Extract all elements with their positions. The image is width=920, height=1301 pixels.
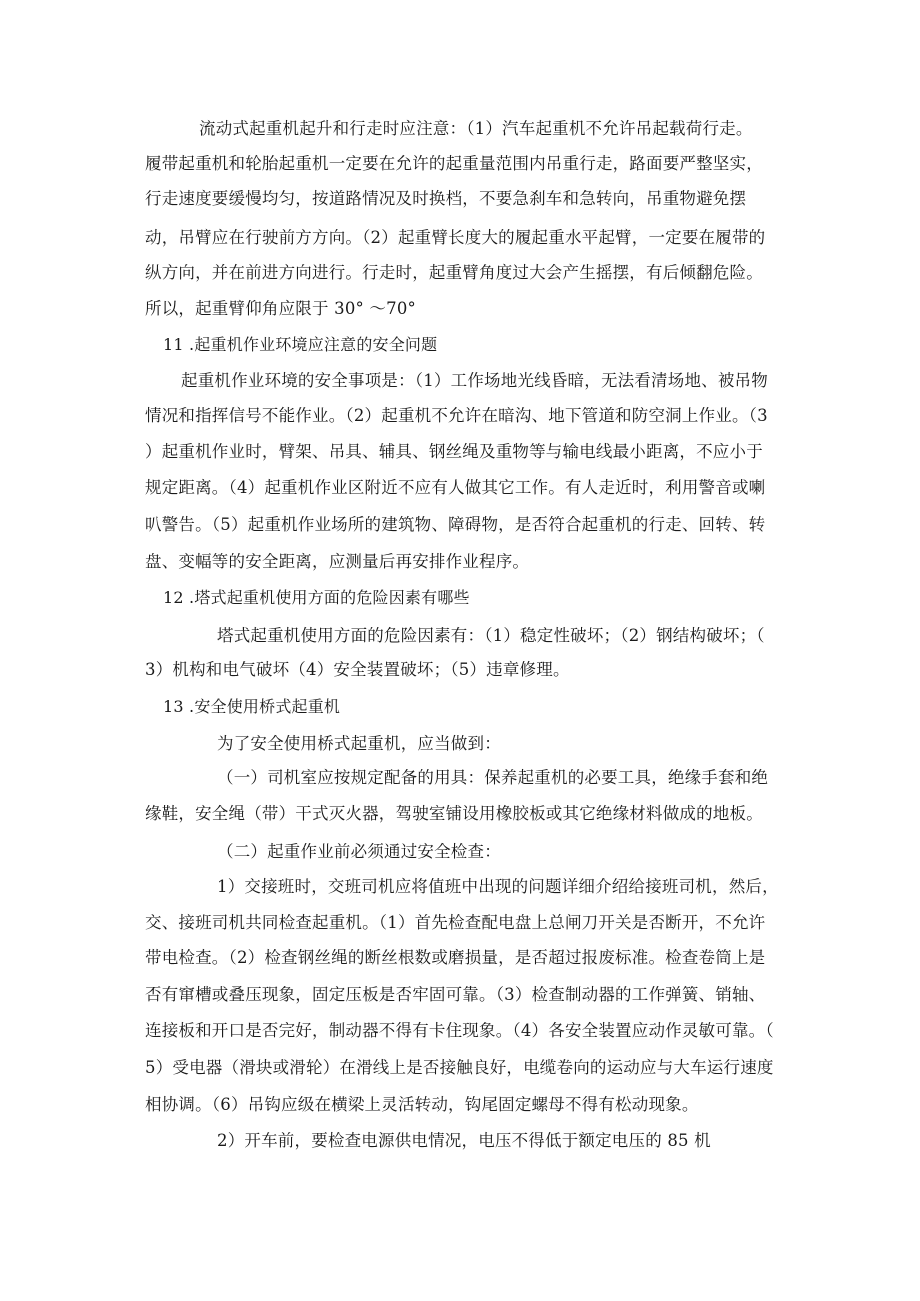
text-line: 所以，起重臂仰角应限于 30° ～70° <box>145 299 416 318</box>
text-line: 交、接班司机共同检查起重机。（1）首先检查配电盘上总闸刀开关是否断开，不允许 <box>145 913 766 932</box>
text-line: 起重机作业环境的安全事项是：（1）工作场地光线昏暗，无法看清场地、被吊物 <box>181 371 768 390</box>
text-line: ）起重机作业时，臂架、吊具、辅具、钢丝绳及重物等与输电线最小距离，不应小于 <box>145 442 763 461</box>
text-line: 规定距离。（4）起重机作业区附近不应有人做其它工作。有人走近时，利用警音或喇 <box>145 478 766 497</box>
text-line: 相协调。（6）吊钩应级在横梁上灵活转动，钩尾固定螺母不得有松动现象。 <box>145 1095 699 1114</box>
text-line: 履带起重机和轮胎起重机一定要在允许的起重量范围内吊重行走，路面要严整坚实， <box>145 154 763 173</box>
section-heading-11: 11 .起重机作业环境应注意的安全问题 <box>163 335 438 354</box>
text-line: 为了安全使用桥式起重机，应当做到： <box>217 734 501 753</box>
text-line: 塔式起重机使用方面的危险因素有：（1）稳定性破坏；（2）钢结构破坏；（ <box>217 626 765 645</box>
section-heading-12: 12 .塔式起重机使用方面的危险因素有哪些 <box>163 588 470 607</box>
text-line: 流动式起重机起升和行走时应注意：（1）汽车起重机不允许吊起载荷行走。 <box>199 119 753 138</box>
text-line: 行走速度要缓慢均匀，按道路情况及时换档，不要急刹车和急转向，吊重物避免摆 <box>145 189 747 208</box>
text-line: 5）受电器（滑块或滑轮）在滑线上是否接触良好，电缆卷向的运动应与大车运行速度 <box>145 1058 774 1077</box>
text-line: 叭警告。（5）起重机作业场所的建筑物、障碍物，是否符合起重机的行走、回转、转 <box>145 515 766 534</box>
section-heading-13: 13 .安全使用桥式起重机 <box>163 697 341 716</box>
text-line: 带电检查。（2）检查钢丝绳的断丝根数或磨损量，是否超过报废标准。检查卷筒上是 <box>145 948 766 967</box>
text-line: 否有窜槽或叠压现象，固定压板是否牢固可靠。（3）检查制动器的工作弹簧、销轴、 <box>145 985 766 1004</box>
text-line: 动，吊臂应在行驶前方方向。（2）起重臂长度大的履起重水平起臂，一定要在履带的 <box>145 228 766 247</box>
text-line: 3）机构和电气破坏（4）安全装置破坏；（5）违章修理。 <box>145 660 570 679</box>
text-line: 纵方向，并在前进方向进行。行走时，起重臂角度过大会产生摇摆，有后倾翻危险。 <box>145 263 763 282</box>
text-line: 缘鞋，安全绳（带）干式灭火器，驾驶室铺设用橡胶板或其它绝缘材料做成的地板。 <box>145 804 763 823</box>
text-line: 连接板和开口是否完好，制动器不得有卡住现象。（4）各安全装置应动作灵敏可靠。（ <box>145 1021 774 1040</box>
text-line: 情况和指挥信号不能作业。（2）起重机不允许在暗沟、地下管道和防空洞上作业。（3 <box>145 406 768 425</box>
text-line: （二）起重作业前必须通过安全检查： <box>217 842 501 861</box>
text-line: 盘、变幅等的安全距离，应测量后再安排作业程序。 <box>145 552 530 571</box>
text-line: 2）开车前，要检查电源供电情况，电压不得低于额定电压的 85 机 <box>217 1131 711 1150</box>
text-line: 1）交接班时，交班司机应将值班中出现的问题详细介绍给接班司机，然后， <box>217 877 779 896</box>
text-line: （一）司机室应按规定配备的用具：保养起重机的必要工具，绝缘手套和绝 <box>217 768 769 787</box>
